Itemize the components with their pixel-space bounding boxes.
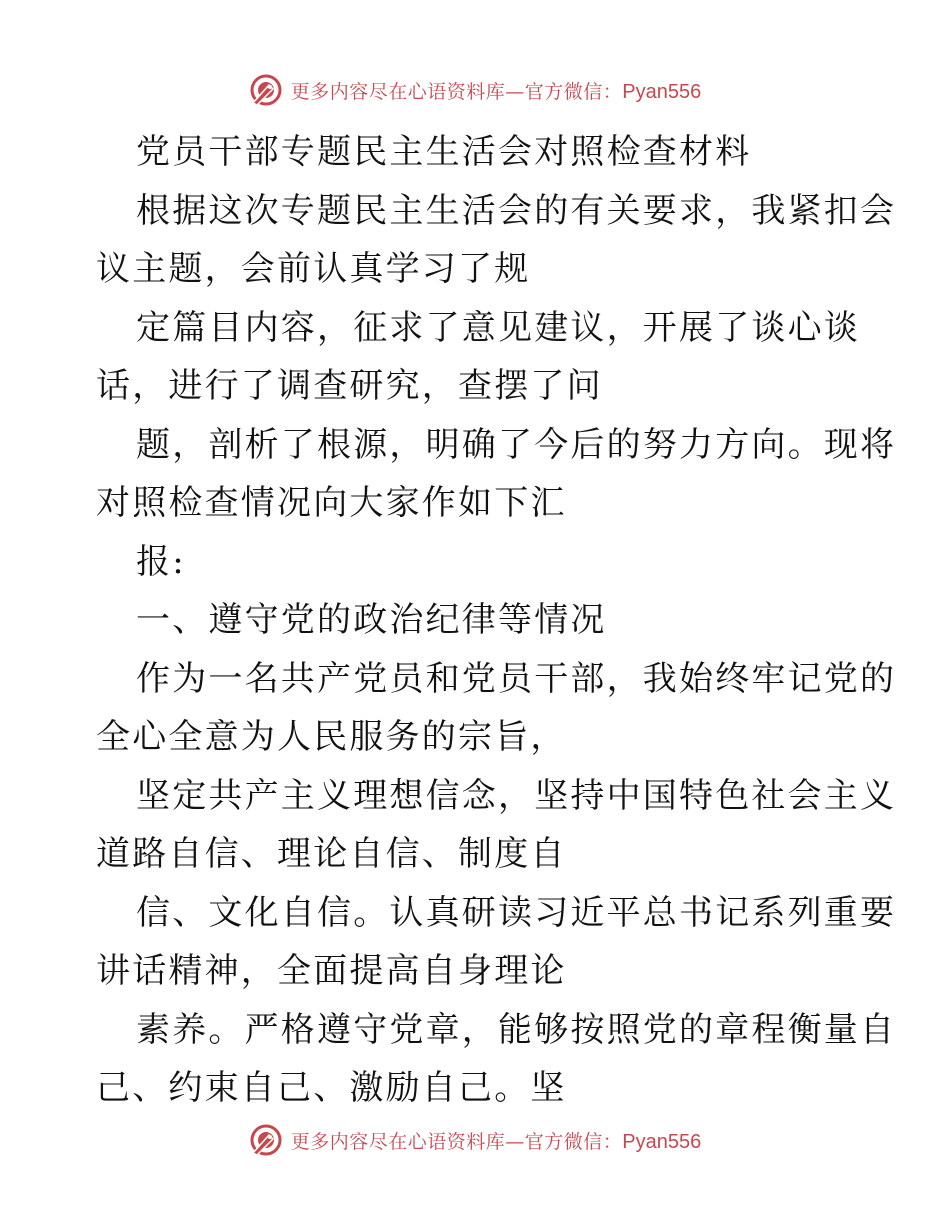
text-line: 信、文化自信。认真研读习近平总书记系列重要 <box>136 892 897 933</box>
text-line: 话，进行了调查研究，查摆了问 <box>96 366 603 406</box>
text-line: 己、约束自己、激励自己。坚 <box>96 1068 567 1108</box>
text-line: 道路自信、理论自信、制度自 <box>96 834 567 874</box>
text-line: 议主题，会前认真学习了规 <box>96 249 531 289</box>
text-line: 全心全意为人民服务的宗旨， <box>96 717 567 757</box>
text-line: 定篇目内容，征求了意见建议，开展了谈心谈 <box>136 307 860 348</box>
text-line: 素养。严格遵守党章，能够按照党的章程衡量自 <box>136 1009 897 1050</box>
pen-logo-icon <box>249 73 283 107</box>
text-line: 坚定共产主义理想信念，坚持中国特色社会主义 <box>136 775 897 816</box>
text-line: 报: <box>136 541 186 582</box>
watermark-header <box>0 70 950 110</box>
text-line: 讲话精神，全面提高自身理论 <box>96 951 567 991</box>
text-line: 根据这次专题民主生活会的有关要求，我紧扣会 <box>136 190 897 231</box>
document-body <box>96 123 897 1118</box>
watermark-footer <box>0 1120 950 1160</box>
pen-logo-icon <box>249 1123 283 1157</box>
text-line: 党员干部专题民主生活会对照检查材料 <box>136 132 752 172</box>
text-line: 一、遵守党的政治纪律等情况 <box>136 600 607 640</box>
watermark-text: 更多内容尽在心语资料库—官方微信：Pyan556 <box>290 80 702 103</box>
text-line: 作为一名共产党员和党员干部，我始终牢记党的 <box>136 658 897 699</box>
watermark-text: 更多内容尽在心语资料库—官方微信：Pyan556 <box>290 1130 702 1153</box>
text-line: 对照检查情况向大家作如下汇 <box>96 483 567 523</box>
text-line: 题，剖析了根源，明确了今后的努力方向。现将 <box>136 424 897 465</box>
